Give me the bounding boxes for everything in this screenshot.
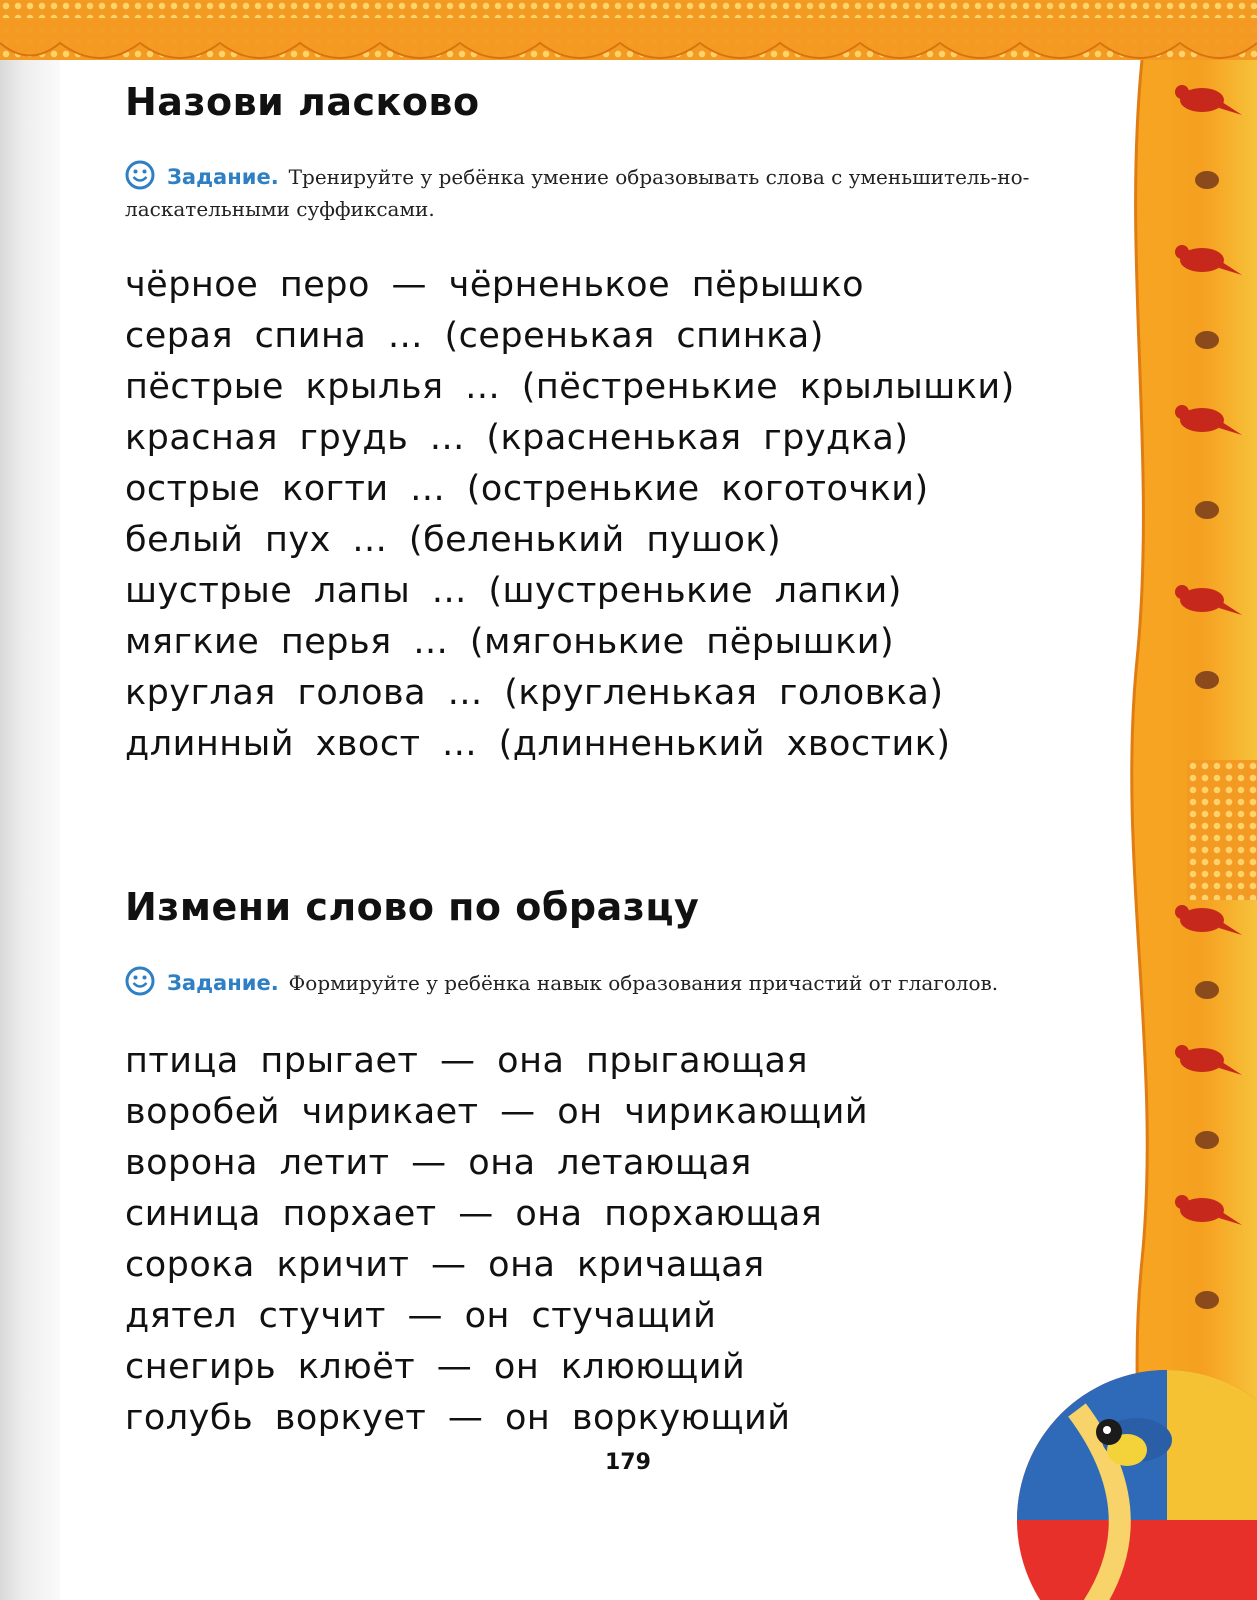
task-instruction <box>125 966 1125 999</box>
list-item: ворона летит — она летающая <box>125 1143 752 1183</box>
list-item: снегирь клюёт — он клюющий <box>125 1347 746 1387</box>
scalloped-edge <box>0 18 1257 78</box>
page-gutter <box>0 0 60 1600</box>
list-item: птица прыгает — она прыгающая <box>125 1041 809 1081</box>
section-title: Назови ласково <box>125 80 480 124</box>
list-item: синица порхает — она порхающая <box>125 1194 823 1234</box>
list-item: сорока кричит — она кричащая <box>125 1245 765 1285</box>
task-instruction <box>125 160 1125 225</box>
ball-illustration <box>1017 1370 1257 1600</box>
word-list <box>125 1036 868 1444</box>
task-text: Тренируйте у ребёнка умение образовывать слова с уменьшитель-но-ласкательными суффиксами. <box>125 165 1030 221</box>
task-text: Формируйте у ребёнка навык образования причастий от глаголов. <box>288 971 999 995</box>
list-item: голубь воркует — он воркующий <box>125 1398 791 1438</box>
page-number: 179 <box>605 1450 651 1475</box>
list-item: дятел стучит — он стучащий <box>125 1296 717 1336</box>
list-item: длинный хвост ... (длинненький хвостик) <box>125 724 951 764</box>
task-label: Задание. <box>167 971 279 995</box>
smiley-icon <box>125 966 155 996</box>
list-item: белый пух ... (беленький пушок) <box>125 520 782 560</box>
list-item: мягкие перья ... (мягонькие пёрышки) <box>125 622 895 662</box>
task-label: Задание. <box>167 165 279 189</box>
list-item: воробей чирикает — он чирикающий <box>125 1092 869 1132</box>
list-item: круглая голова ... (кругленькая головка) <box>125 673 944 713</box>
list-item: красная грудь ... (красненькая грудка) <box>125 418 909 458</box>
smiley-icon <box>125 160 155 190</box>
list-item: острые когти ... (остренькие коготочки) <box>125 469 929 509</box>
list-item: серая спина ... (серенькая спинка) <box>125 316 824 356</box>
word-list <box>125 260 1015 770</box>
bird-illustration <box>1157 60 1247 1360</box>
list-item: шустрые лапы ... (шустренькие лапки) <box>125 571 902 611</box>
section-title: Измени слово по образцу <box>125 885 700 929</box>
list-item: пёстрые крылья ... (пёстренькие крылышки) <box>125 367 1015 407</box>
list-item: чёрное перо — чёрненькое пёрышко <box>125 265 865 305</box>
